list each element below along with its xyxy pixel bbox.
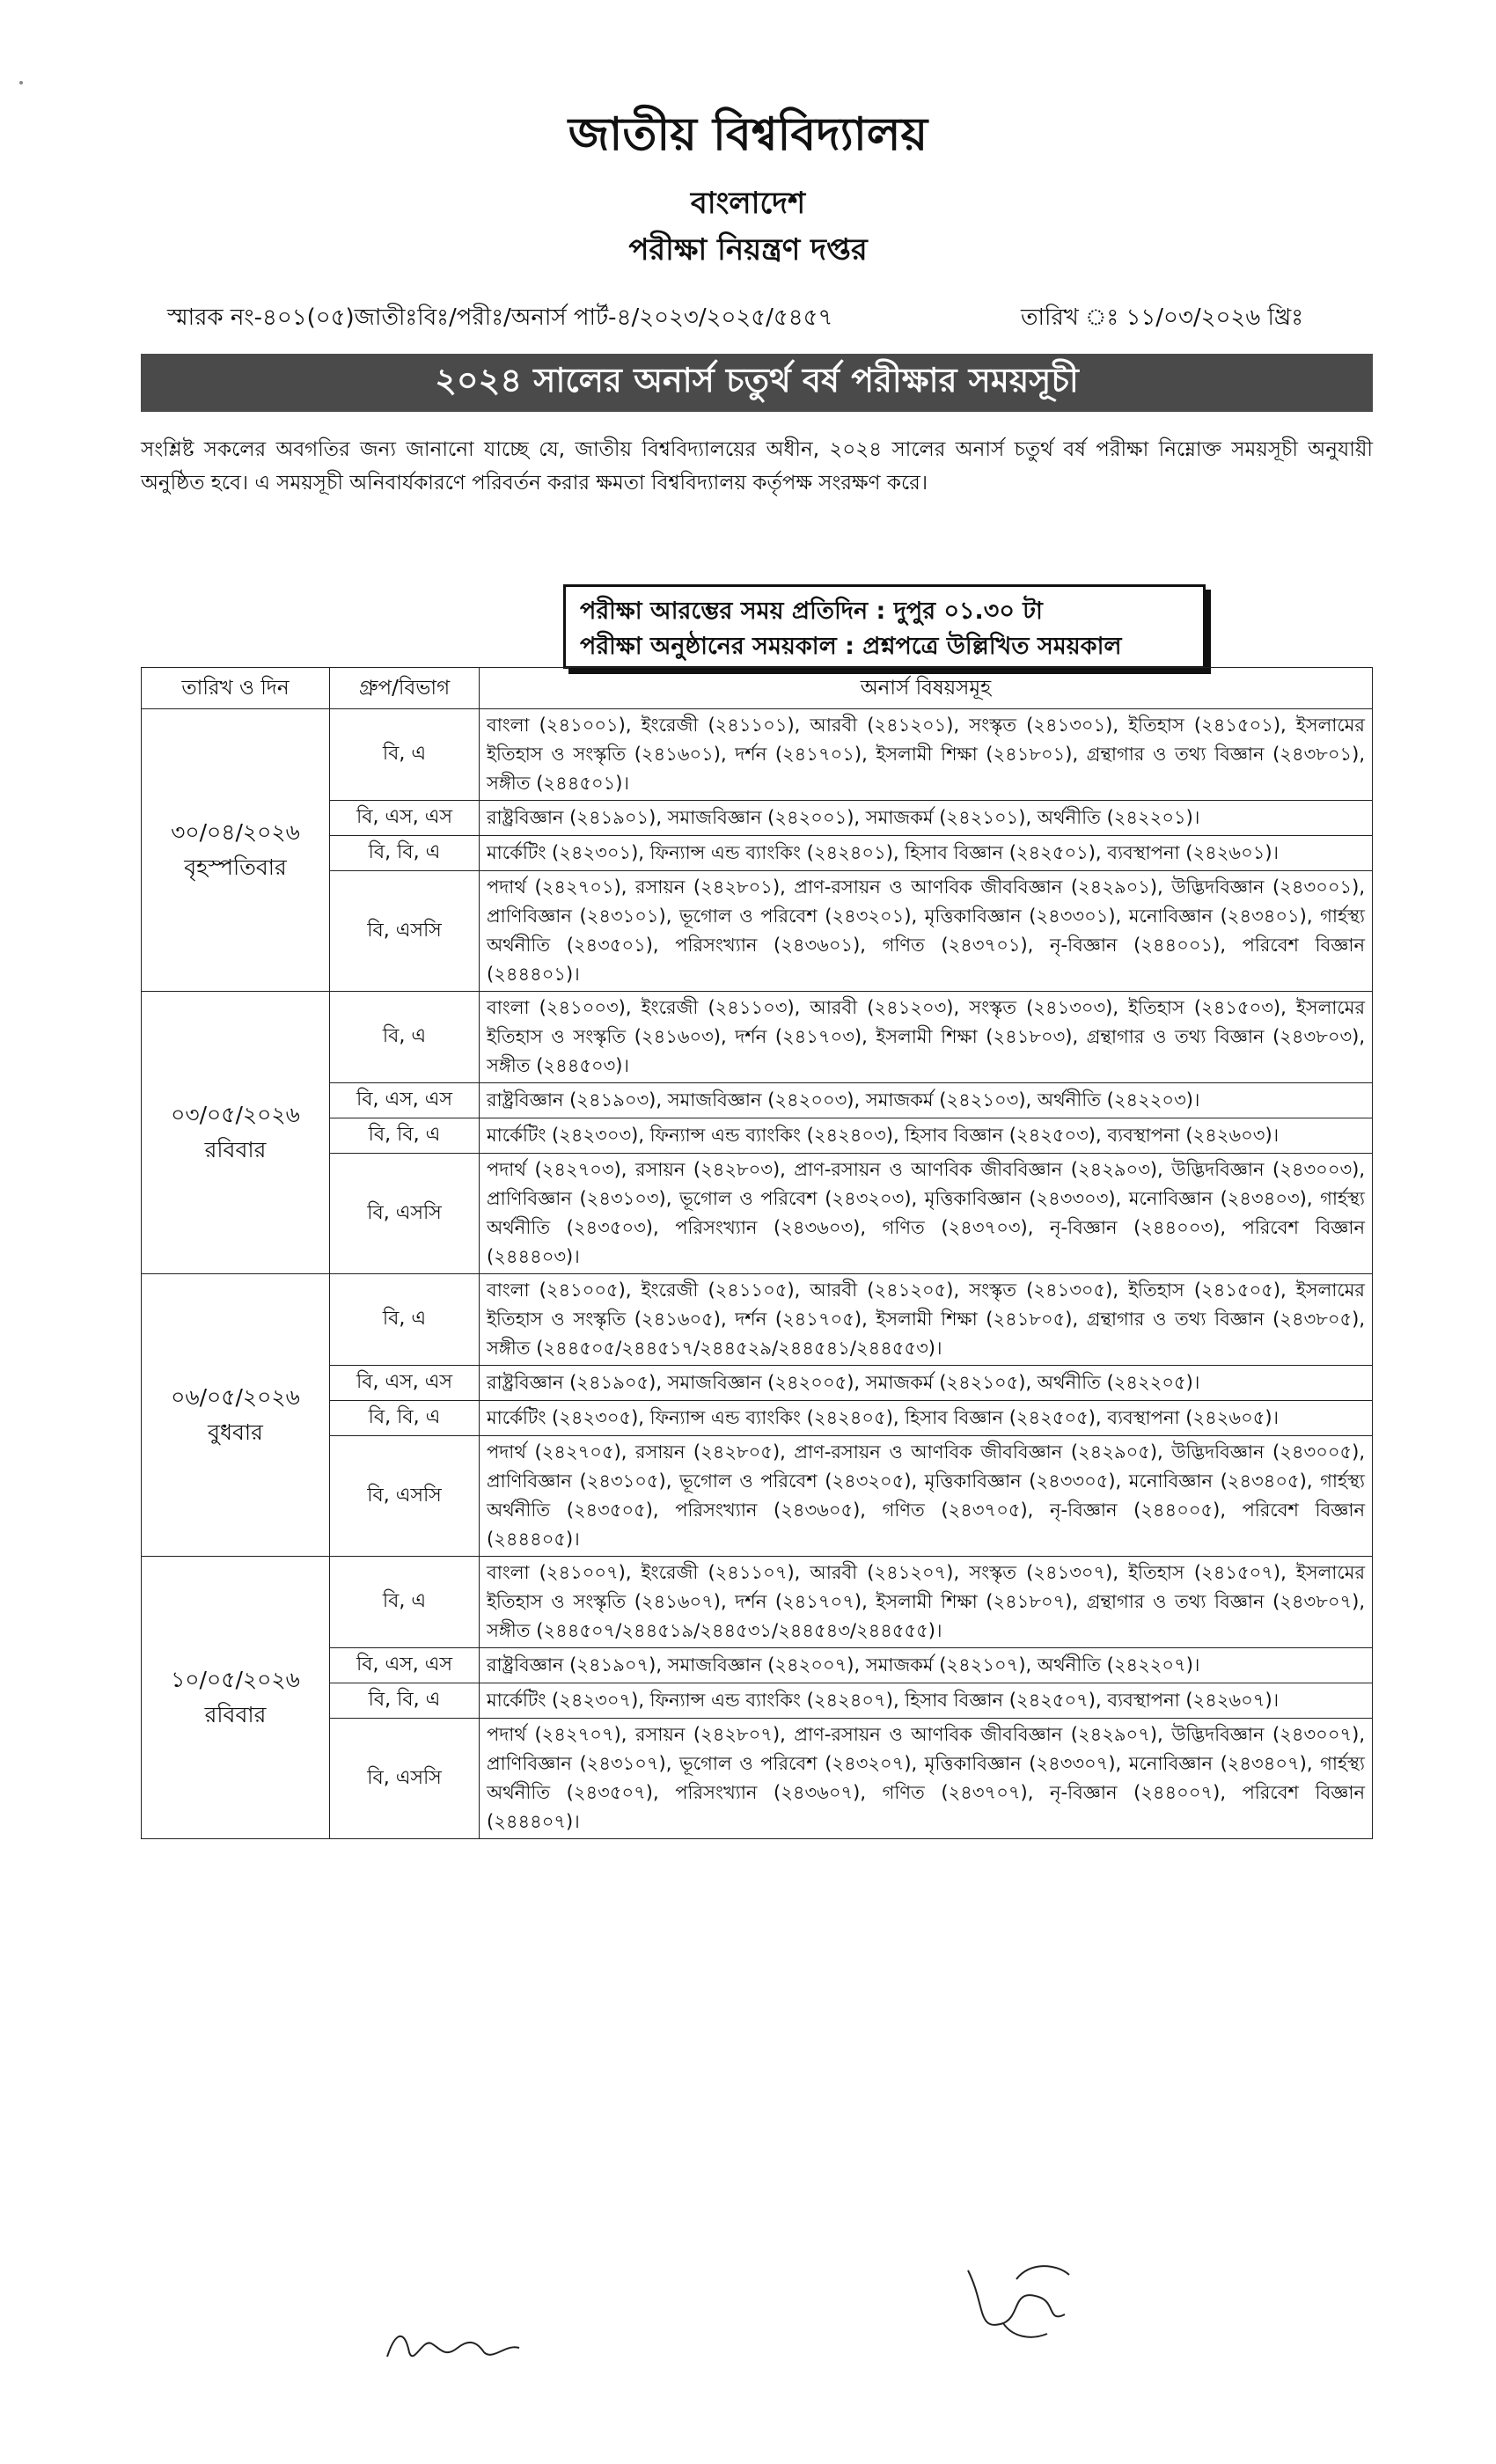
exam-day: বুধবার — [208, 1419, 263, 1445]
header-subjects: অনার্স বিষয়সমূহ — [480, 668, 1373, 709]
subjects-cell: মার্কেটিং (২৪২৩০৭), ফিন্যান্স এন্ড ব্যাংকিং (২৪২৪০৭), হিসাব বিজ্ঞান (২৪২৫০৭), ব্যবস্থাপনা (২৪২৬০৭)। — [480, 1683, 1373, 1719]
subjects-cell: বাংলা (২৪১০০৭), ইংরেজী (২৪১১০৭), আরবী (২৪১২০৭), সংস্কৃত (২৪১৩০৭), ইতিহাস (২৪১৫০৭), ইসলামের ইতিহাস ও সংস্কৃতি (২৪১৬০৭), দর্শন (২৪১৭০৭), ইসলামী শিক্ষা (২৪১৮০৭), গ্রন্থাগার ও তথ্য বিজ্ঞান (২৪৩৮০৭), সঙ্গীত (২৪৪৫০৭/২৪৪৫১৯/২৪৪৫৩১/২৪৪৫৪৩/২৪৪৫৫৫)। — [480, 1557, 1373, 1648]
subjects-cell: বাংলা (২৪১০০১), ইংরেজী (২৪১১০১), আরবী (২৪১২০১), সংস্কৃত (২৪১৩০১), ইতিহাস (২৪১৫০১), ইসলামের ইতিহাস ও সংস্কৃতি (২৪১৬০১), দর্শন (২৪১৭০১), ইসলামী শিক্ষা (২৪১৮০১), গ্রন্থাগার ও তথ্য বিজ্ঞান (২৪৩৮০১), সঙ্গীত (২৪৪৫০১)। — [480, 709, 1373, 801]
exam-date: ০৩/০৫/২০২৬ — [171, 1102, 300, 1127]
memo-date: তারিখ ঃ ১১/০৩/২০২৬ খ্রিঃ — [1021, 304, 1304, 331]
exam-day: বৃহস্পতিবার — [184, 854, 287, 880]
group-cell: বি, এস, এস — [330, 1648, 480, 1683]
exam-day: রবিবার — [204, 1137, 267, 1162]
group-cell: বি, বি, এ — [330, 1118, 480, 1154]
signature-left — [378, 2304, 528, 2374]
subjects-cell: বাংলা (২৪১০০৫), ইংরেজী (২৪১১০৫), আরবী (২৪১২০৫), সংস্কৃত (২৪১৩০৫), ইতিহাস (২৪১৫০৫), ইসলামের ইতিহাস ও সংস্কৃতি (২৪১৬০৫), দর্শন (২৪১৭০৫), ইসলামী শিক্ষা (২৪১৮০৫), গ্রন্থাগার ও তথ্য বিজ্ঞান (২৪৩৮০৫), সঙ্গীত (২৪৪৫০৫/২৪৪৫১৭/২৪৪৫২৯/২৪৪৫৪১/২৪৪৫৫৩)। — [480, 1274, 1373, 1366]
subjects-cell: মার্কেটিং (২৪২৩০৫), ফিন্যান্স এন্ড ব্যাংকিং (২৪২৪০৫), হিসাব বিজ্ঞান (২৪২৫০৫), ব্যবস্থাপনা (২৪২৬০৫)। — [480, 1401, 1373, 1436]
exam-day: রবিবার — [204, 1702, 267, 1727]
office-name: পরীক্ষা নিয়ন্ত্রণ দপ্তর — [628, 232, 868, 268]
subjects-cell: রাষ্ট্রবিজ্ঞান (২৪১৯০৩), সমাজবিজ্ঞান (২৪২০০৩), সমাজকর্ম (২৪২১০৩), অর্থনীতি (২৪২২০৩)। — [480, 1083, 1373, 1118]
group-cell: বি, এসসি — [330, 1436, 480, 1557]
group-cell: বি, এ — [330, 1557, 480, 1648]
subjects-cell: রাষ্ট্রবিজ্ঞান (২৪১৯০১), সমাজবিজ্ঞান (২৪২০০১), সমাজকর্ম (২৪২১০১), অর্থনীতি (২৪২২০১)। — [480, 801, 1373, 836]
group-cell: বি, এসসি — [330, 871, 480, 992]
subjects-cell: রাষ্ট্রবিজ্ঞান (২৪১৯০৫), সমাজবিজ্ঞান (২৪২০০৫), সমাজকর্ম (২৪২১০৫), অর্থনীতি (২৪২২০৫)। — [480, 1366, 1373, 1401]
schedule-title: ২০২৪ সালের অনার্স চতুর্থ বর্ষ পরীক্ষার সময়সূচী — [141, 354, 1373, 412]
group-cell: বি, এস, এস — [330, 1366, 480, 1401]
group-cell: বি, এস, এস — [330, 1083, 480, 1118]
group-cell: বি, এ — [330, 992, 480, 1083]
group-cell: বি, এসসি — [330, 1719, 480, 1839]
table-row — [142, 992, 1373, 1083]
university-name: জাতীয় বিশ্ববিদ্যালয় — [568, 108, 928, 161]
subjects-cell: মার্কেটিং (২৪২৩০৩), ফিন্যান্স এন্ড ব্যাংকিং (২৪২৪০৩), হিসাব বিজ্ঞান (২৪২৫০৩), ব্যবস্থাপনা (২৪২৬০৩)। — [480, 1118, 1373, 1154]
signature-right — [950, 2253, 1082, 2350]
exam-date: ০৬/০৫/২০২৬ — [171, 1384, 300, 1410]
group-cell: বি, এসসি — [330, 1154, 480, 1274]
exam-date: ৩০/০৪/২০২৬ — [171, 819, 300, 845]
subjects-cell: পদার্থ (২৪২৭০৭), রসায়ন (২৪২৮০৭), প্রাণ-রসায়ন ও আণবিক জীববিজ্ঞান (২৪২৯০৭), উদ্ভিদবিজ্ঞান (২৪৩০০৭), প্রাণিবিজ্ঞান (২৪৩১০৭), ভূগোল ও পরিবেশ (২৪৩২০৭), মৃত্তিকাবিজ্ঞান (২৪৩৩০৭), মনোবিজ্ঞান (২৪৩৪০৭), গার্হস্থ্য অর্থনীতি (২৪৩৫০৭), পরিসংখ্যান (২৪৩৬০৭), গণিত (২৪৩৭০৭), নৃ-বিজ্ঞান (২৪৪০০৭), পরিবেশ বিজ্ঞান (২৪৪৪০৭)। — [480, 1719, 1373, 1839]
header-group: গ্রুপ/বিভাগ — [330, 668, 480, 709]
group-cell: বি, এ — [330, 1274, 480, 1366]
table-row — [142, 1557, 1373, 1648]
subjects-cell: রাষ্ট্রবিজ্ঞান (২৪১৯০৭), সমাজবিজ্ঞান (২৪২০০৭), সমাজকর্ম (২৪২১০৭), অর্থনীতি (২৪২২০৭)। — [480, 1648, 1373, 1683]
exam-duration: পরীক্ষা অনুষ্ঠানের সময়কাল : প্রশ্নপত্রে উল্লিখিত সময়কাল — [580, 633, 1122, 660]
subjects-cell: মার্কেটিং (২৪২৩০১), ফিন্যান্স এন্ড ব্যাংকিং (২৪২৪০১), হিসাব বিজ্ঞান (২৪২৫০১), ব্যবস্থাপনা (২৪২৬০১)। — [480, 836, 1373, 871]
table-header-row — [142, 668, 1373, 709]
table-row — [142, 1274, 1373, 1366]
scan-speck — [19, 81, 23, 84]
schedule-table — [141, 667, 1373, 1839]
subjects-cell: পদার্থ (২৪২৭০৩), রসায়ন (২৪২৮০৩), প্রাণ-রসায়ন ও আণবিক জীববিজ্ঞান (২৪২৯০৩), উদ্ভিদবিজ্ঞান (২৪৩০০৩), প্রাণিবিজ্ঞান (২৪৩১০৩), ভূগোল ও পরিবেশ (২৪৩২০৩), মৃত্তিকাবিজ্ঞান (২৪৩৩০৩), মনোবিজ্ঞান (২৪৩৪০৩), গার্হস্থ্য অর্থনীতি (২৪৩৫০৩), পরিসংখ্যান (২৪৩৬০৩), গণিত (২৪৩৭০৩), নৃ-বিজ্ঞান (২৪৪০০৩), পরিবেশ বিজ্ঞান (২৪৪৪০৩)। — [480, 1154, 1373, 1274]
subjects-cell: পদার্থ (২৪২৭০৫), রসায়ন (২৪২৮০৫), প্রাণ-রসায়ন ও আণবিক জীববিজ্ঞান (২৪২৯০৫), উদ্ভিদবিজ্ঞান (২৪৩০০৫), প্রাণিবিজ্ঞান (২৪৩১০৫), ভূগোল ও পরিবেশ (২৪৩২০৫), মৃত্তিকাবিজ্ঞান (২৪৩৩০৫), মনোবিজ্ঞান (২৪৩৪০৫), গার্হস্থ্য অর্থনীতি (২৪৩৫০৫), পরিসংখ্যান (২৪৩৬০৫), গণিত (২৪৩৭০৫), নৃ-বিজ্ঞান (২৪৪০০৫), পরিবেশ বিজ্ঞান (২৪৪৪০৫)। — [480, 1436, 1373, 1557]
header-date-day: তারিখ ও দিন — [142, 668, 330, 709]
country-name: বাংলাদেশ — [690, 186, 806, 221]
date-cell — [142, 1557, 330, 1839]
intro-paragraph: সংশ্লিষ্ট সকলের অবগতির জন্য জানানো যাচ্ছে যে, জাতীয় বিশ্ববিদ্যালয়ের অধীন, ২০২৪ সালের অনার্স চতুর্থ বর্ষ পরীক্ষা নিম্নোক্ত সময়সূচী অনুযায়ী অনুষ্ঠিত হবে। এ সময়সূচী অনিবার্যকারণে পরিবর্তন করার ক্ষমতা বিশ্ববিদ্যালয় কর্তৃপক্ষ সংরক্ষণ করে। — [141, 438, 1373, 495]
date-cell — [142, 1274, 330, 1557]
exam-time-box — [563, 584, 1206, 669]
exam-start-time: পরীক্ষা আরম্ভের সময় প্রতিদিন : দুপুর ০১.৩০ টা — [580, 598, 1043, 625]
group-cell: বি, এ — [330, 709, 480, 801]
subjects-cell: বাংলা (২৪১০০৩), ইংরেজী (২৪১১০৩), আরবী (২৪১২০৩), সংস্কৃত (২৪১৩০৩), ইতিহাস (২৪১৫০৩), ইসলামের ইতিহাস ও সংস্কৃতি (২৪১৬০৩), দর্শন (২৪১৭০৩), ইসলামী শিক্ষা (২৪১৮০৩), গ্রন্থাগার ও তথ্য বিজ্ঞান (২৪৩৮০৩), সঙ্গীত (২৪৪৫০৩)। — [480, 992, 1373, 1083]
subjects-cell: পদার্থ (২৪২৭০১), রসায়ন (২৪২৮০১), প্রাণ-রসায়ন ও আণবিক জীববিজ্ঞান (২৪২৯০১), উদ্ভিদবিজ্ঞান (২৪৩০০১), প্রাণিবিজ্ঞান (২৪৩১০১), ভূগোল ও পরিবেশ (২৪৩২০১), মৃত্তিকাবিজ্ঞান (২৪৩৩০১), মনোবিজ্ঞান (২৪৩৪০১), গার্হস্থ্য অর্থনীতি (২৪৩৫০১), পরিসংখ্যান (২৪৩৬০১), গণিত (২৪৩৭০১), নৃ-বিজ্ঞান (২৪৪০০১), পরিবেশ বিজ্ঞান (২৪৪৪০১)। — [480, 871, 1373, 992]
group-cell: বি, বি, এ — [330, 836, 480, 871]
table-row — [142, 709, 1373, 801]
date-cell — [142, 992, 330, 1274]
group-cell: বি, বি, এ — [330, 1401, 480, 1436]
memo-number: স্মারক নং-৪০১(০৫)জাতীঃবিঃ/পরীঃ/অনার্স পার্ট-৪/২০২৩/২০২৫/৫৪৫৭ — [167, 304, 833, 331]
group-cell: বি, বি, এ — [330, 1683, 480, 1719]
group-cell: বি, এস, এস — [330, 801, 480, 836]
exam-date: ১০/০৫/২০২৬ — [171, 1667, 300, 1692]
date-cell — [142, 709, 330, 992]
